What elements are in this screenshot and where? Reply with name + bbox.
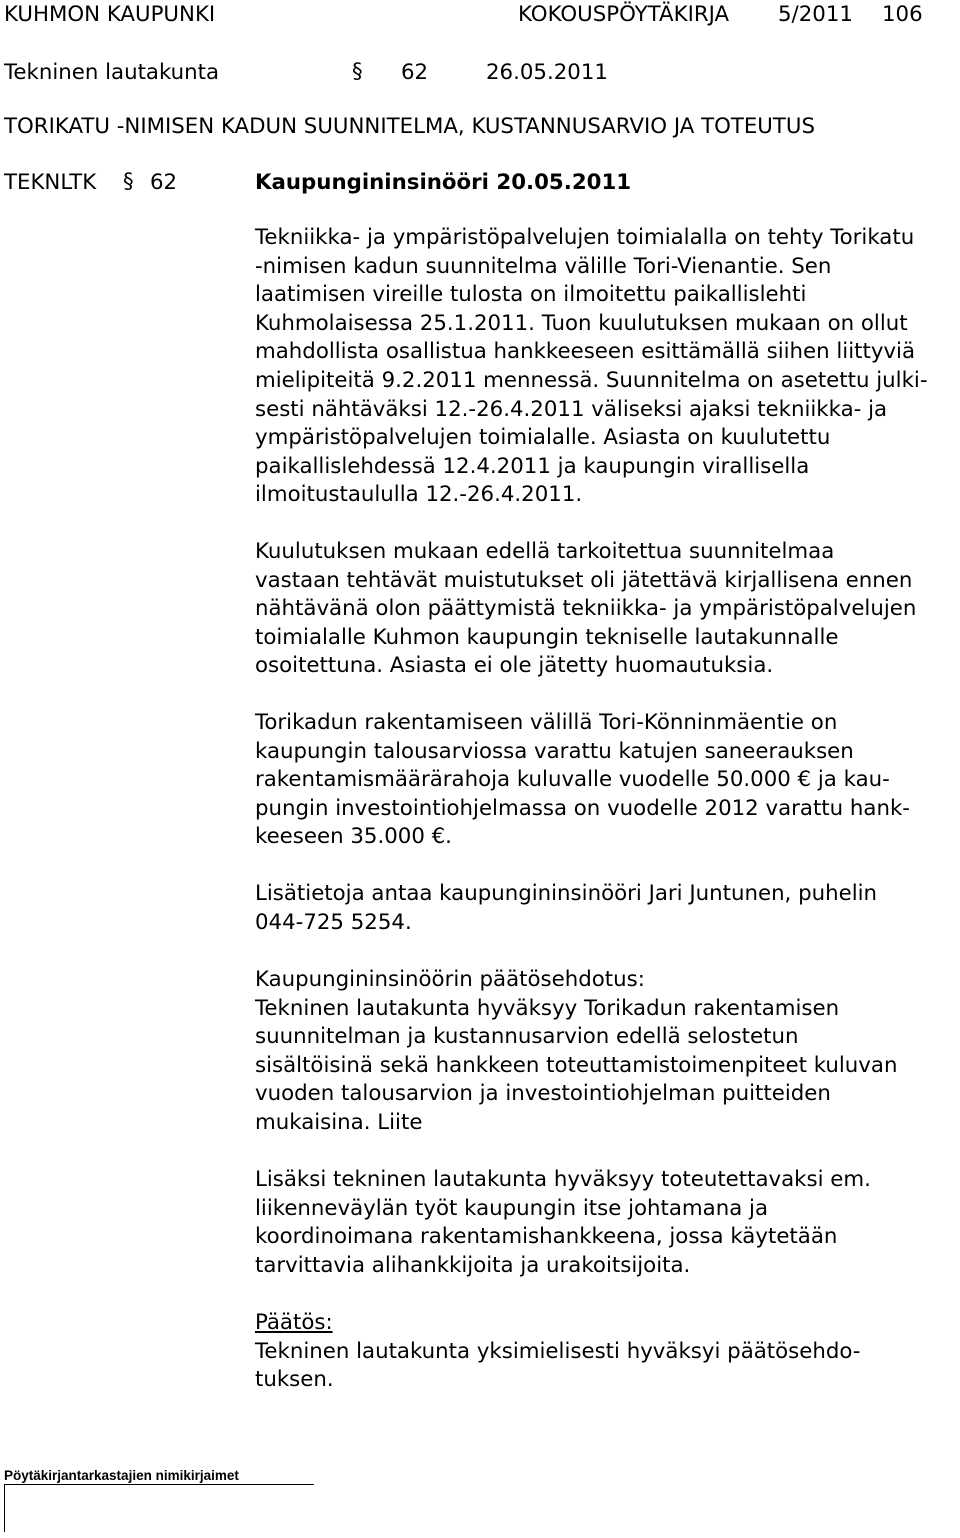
section-symbol: § <box>352 59 363 84</box>
paragraph-contact <box>255 880 955 937</box>
text-line: suunnitelman ja kustannusarvion edellä selostetun <box>255 1024 799 1050</box>
text-line: -nimisen kadun suunnitelma välille Tori-Vienantie. Sen <box>255 253 832 279</box>
text-line: Tekniikka- ja ympäristöpalvelujen toimialalla on tehty Torikatu <box>255 225 915 250</box>
agenda-title: TORIKATU -NIMISEN KADUN SUUNNITELMA, KUSTANNUSARVIO JA TOTEUTUS <box>4 114 816 139</box>
text-line: tuksen. <box>255 1367 334 1393</box>
ref-code: TEKNLTK <box>4 170 97 195</box>
text-line: koordinoimana rakentamishankkeena, jossa käytetään <box>255 1224 838 1250</box>
paragraph-background <box>255 224 955 510</box>
text-line: paikallislehdessä 12.4.2011 ja kaupungin virallisella <box>255 453 810 479</box>
text-line: liikenneväylän työt kaupungin itse johtamana ja <box>255 1195 769 1221</box>
paragraph-budget <box>255 709 955 852</box>
document-type: KOKOUSPÖYTÄKIRJA <box>518 2 730 27</box>
signatures-line <box>4 1484 314 1485</box>
paragraph-objections <box>255 538 955 681</box>
decision-section <box>255 1309 955 1395</box>
meeting-date: 26.05.2011 <box>486 60 608 85</box>
ref-author-date: Kaupungininsinööri 20.05.2011 <box>255 170 632 195</box>
signatures-box-edge <box>4 1484 5 1532</box>
signatures-label: Pöytäkirjantarkastajien nimikirjaimet <box>4 1468 239 1483</box>
text-line: laatimisen vireille tulosta on ilmoitettu paikallislehti <box>255 282 807 308</box>
text-line: rakentamismäärärahoja kuluvalle vuodelle 50.000 € ja kau- <box>255 767 890 793</box>
text-line: ilmoitustaululla 12.-26.4.2011. <box>255 482 583 508</box>
section-number: 62 <box>401 60 429 85</box>
text-line: ympäristöpalvelujen toimialalle. Asiasta on kuulutettu <box>255 425 831 451</box>
text-line: toimialalle Kuhmon kaupungin tekniselle lautakunnalle <box>255 624 839 650</box>
document-number: 5/2011 <box>778 2 853 27</box>
paragraph-implementation <box>255 1166 955 1280</box>
text-line: nähtävänä olon päättymistä tekniikka- ja ympäristöpalvelujen <box>255 596 917 622</box>
text-line: tarvittavia alihankkijoita ja urakoitsijoita. <box>255 1252 691 1278</box>
text-line: Torikadun rakentamiseen välillä Tori-Könninmäentie on <box>255 710 838 735</box>
ref-section-symbol: § <box>123 169 134 194</box>
text-line: osoitettuna. Asiasta ei ole jätetty huomautuksia. <box>255 653 774 679</box>
text-line: Lisäksi tekninen lautakunta hyväksyy toteutettavaksi em. <box>255 1167 871 1192</box>
text-line: kaupungin talousarviossa varattu katujen saneerauksen <box>255 738 854 764</box>
text-line: Kuulutuksen mukaan edellä tarkoitettua suunnitelmaa <box>255 539 835 564</box>
ref-section-number: 62 <box>150 170 178 195</box>
proposal-heading: Kaupungininsinöörin päätösehdotus: <box>255 967 645 992</box>
board-name: Tekninen lautakunta <box>4 60 220 85</box>
org-name: KUHMON KAUPUNKI <box>4 2 216 27</box>
text-line: pungin investointiohjelmassa on vuodelle 2012 varattu hank- <box>255 795 910 821</box>
text-line: sesti nähtäväksi 12.-26.4.2011 väliseksi ajaksi tekniikka- ja <box>255 396 888 422</box>
page-number: 106 <box>882 2 923 27</box>
text-line: Lisätietoja antaa kaupungininsinööri Jari Juntunen, puhelin <box>255 881 878 906</box>
proposal-section <box>255 966 955 1138</box>
text-line: mahdollista osallistua hankkeeseen esittämällä siihen liittyviä <box>255 339 916 365</box>
text-line: sisältöisinä sekä hankkeen toteuttamistoimenpiteet kuluvan <box>255 1052 898 1078</box>
text-line: keeseen 35.000 €. <box>255 824 452 850</box>
text-line: vuoden talousarvion ja investointiohjelman puitteiden <box>255 1081 831 1107</box>
text-line: mielipiteitä 9.2.2011 mennessä. Suunnitelma on asetettu julki- <box>255 367 928 393</box>
decision-heading: Päätös: <box>255 1310 333 1335</box>
text-line: mukaisina. Liite <box>255 1109 423 1135</box>
text-line: 044-725 5254. <box>255 909 412 935</box>
text-line: Tekninen lautakunta yksimielisesti hyväksyi päätösehdo- <box>255 1338 861 1364</box>
text-line: Tekninen lautakunta hyväksyy Torikadun rakentamisen <box>255 995 840 1021</box>
text-line: Kuhmolaisessa 25.1.2011. Tuon kuulutuksen mukaan on ollut <box>255 310 908 336</box>
text-line: vastaan tehtävät muistutukset oli jätettävä kirjallisena ennen <box>255 567 913 593</box>
